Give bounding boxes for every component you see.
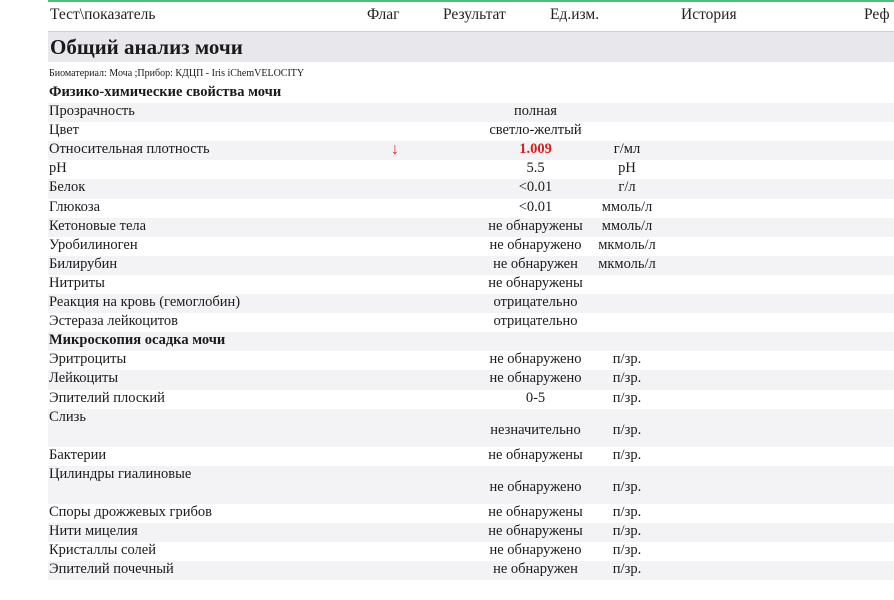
table-row bbox=[48, 179, 894, 198]
table-header bbox=[48, 2, 894, 29]
unit-value: pH bbox=[618, 160, 636, 177]
test-name: Цвет bbox=[49, 122, 80, 139]
unit-value: ммоль/л bbox=[601, 198, 653, 215]
table-row bbox=[48, 351, 894, 370]
result-value: светло-желтый bbox=[489, 122, 582, 139]
table-row bbox=[48, 160, 894, 179]
table-row bbox=[48, 218, 894, 237]
test-name: Реакция на кровь (гемоглобин) bbox=[49, 294, 241, 311]
test-name: Споры дрожжевых грибов bbox=[49, 503, 212, 520]
unit-value: мкмоль/л bbox=[598, 236, 656, 253]
result-value: не обнаружено bbox=[489, 236, 582, 253]
result-value: не обнаружены bbox=[488, 217, 583, 234]
table-row bbox=[48, 237, 894, 256]
header-ref: Реф bbox=[864, 6, 890, 23]
test-name: Бактерии bbox=[49, 446, 107, 463]
test-name: Цилиндры гиалиновые bbox=[49, 465, 192, 482]
result-value: полная bbox=[514, 103, 557, 120]
result-value: 1.009 bbox=[519, 141, 552, 158]
table-row bbox=[48, 409, 894, 447]
table-row bbox=[48, 390, 894, 409]
table-row bbox=[48, 294, 894, 313]
test-name: Нитриты bbox=[49, 274, 105, 291]
table-row bbox=[48, 275, 894, 294]
header-history: История bbox=[681, 6, 737, 23]
test-name: Уробилиноген bbox=[49, 236, 138, 253]
table-row bbox=[48, 256, 894, 275]
test-name: Эпителий почечный bbox=[49, 560, 174, 577]
test-name: Лейкоциты bbox=[49, 370, 119, 387]
page-title: Общий анализ мочи bbox=[50, 35, 243, 59]
unit-value: ммоль/л bbox=[601, 217, 653, 234]
result-value: не обнаружено bbox=[489, 351, 582, 368]
result-value: не обнаружен bbox=[493, 255, 578, 272]
biomaterial-info: Биоматериал: Моча ;Прибор: КДЦП - Iris iChemVELOCITY bbox=[49, 68, 305, 79]
table-row bbox=[48, 542, 894, 561]
table-row bbox=[48, 447, 894, 466]
unit-value: п/зр. bbox=[612, 421, 642, 438]
unit-value: п/зр. bbox=[612, 522, 642, 539]
result-value: отрицательно bbox=[493, 313, 578, 330]
table-row bbox=[48, 504, 894, 523]
header-flag: Флаг bbox=[367, 6, 400, 23]
results-table bbox=[48, 84, 894, 580]
result-value: не обнаружено bbox=[489, 478, 582, 495]
unit-value: п/зр. bbox=[612, 560, 642, 577]
section-heading-row bbox=[48, 84, 894, 103]
test-name: Относительная плотность bbox=[49, 141, 210, 158]
result-value: не обнаружен bbox=[493, 560, 578, 577]
result-value: не обнаружены bbox=[488, 274, 583, 291]
section-heading-row bbox=[48, 332, 894, 351]
result-value: не обнаружено bbox=[489, 370, 582, 387]
test-name: Кристаллы солей bbox=[49, 541, 156, 558]
test-name: Нити мицелия bbox=[49, 522, 138, 539]
test-name: Слизь bbox=[49, 408, 87, 425]
table-row bbox=[48, 103, 894, 122]
result-value: отрицательно bbox=[493, 294, 578, 311]
section-title-bar bbox=[48, 32, 894, 62]
unit-value: п/зр. bbox=[612, 541, 642, 558]
unit-value: г/мл bbox=[613, 141, 641, 158]
table-row bbox=[48, 141, 894, 160]
result-value: <0.01 bbox=[518, 179, 553, 196]
result-value: не обнаружено bbox=[489, 541, 582, 558]
section-heading: Микроскопия осадка мочи bbox=[49, 332, 226, 349]
test-name: Эпителий плоский bbox=[49, 389, 165, 406]
test-name: Эритроциты bbox=[49, 351, 127, 368]
table-row bbox=[48, 561, 894, 580]
test-name: Глюкоза bbox=[49, 198, 101, 215]
unit-value: г/л bbox=[618, 179, 636, 196]
table-row bbox=[48, 370, 894, 389]
table-row bbox=[48, 523, 894, 542]
unit-value: п/зр. bbox=[612, 503, 642, 520]
test-name: pH bbox=[49, 160, 67, 177]
unit-value: п/зр. bbox=[612, 370, 642, 387]
table-row bbox=[48, 199, 894, 218]
result-value: <0.01 bbox=[518, 198, 553, 215]
result-value: не обнаружены bbox=[488, 522, 583, 539]
test-name: Прозрачность bbox=[49, 103, 135, 120]
table-row bbox=[48, 122, 894, 141]
table-row bbox=[48, 466, 894, 504]
unit-value: п/зр. bbox=[612, 389, 642, 406]
test-name: Эстераза лейкоцитов bbox=[49, 313, 179, 330]
flag-arrow-icon: ↓ bbox=[391, 141, 399, 159]
unit-value: п/зр. bbox=[612, 351, 642, 368]
unit-value: п/зр. bbox=[612, 446, 642, 463]
test-name: Белок bbox=[49, 179, 86, 196]
test-name: Кетоновые тела bbox=[49, 217, 147, 234]
header-test: Тест\показатель bbox=[50, 6, 156, 23]
result-value: незначительно bbox=[490, 421, 581, 438]
header-unit: Ед.изм. bbox=[550, 6, 600, 23]
result-value: 0-5 bbox=[525, 389, 546, 406]
result-value: не обнаружены bbox=[488, 503, 583, 520]
result-value: 5.5 bbox=[526, 160, 545, 177]
unit-value: мкмоль/л bbox=[598, 255, 656, 272]
table-row bbox=[48, 313, 894, 332]
section-heading: Физико-химические свойства мочи bbox=[49, 84, 282, 100]
test-name: Билирубин bbox=[49, 255, 118, 272]
unit-value: п/зр. bbox=[612, 478, 642, 495]
header-result: Результат bbox=[443, 6, 506, 23]
result-value: не обнаружены bbox=[488, 446, 583, 463]
